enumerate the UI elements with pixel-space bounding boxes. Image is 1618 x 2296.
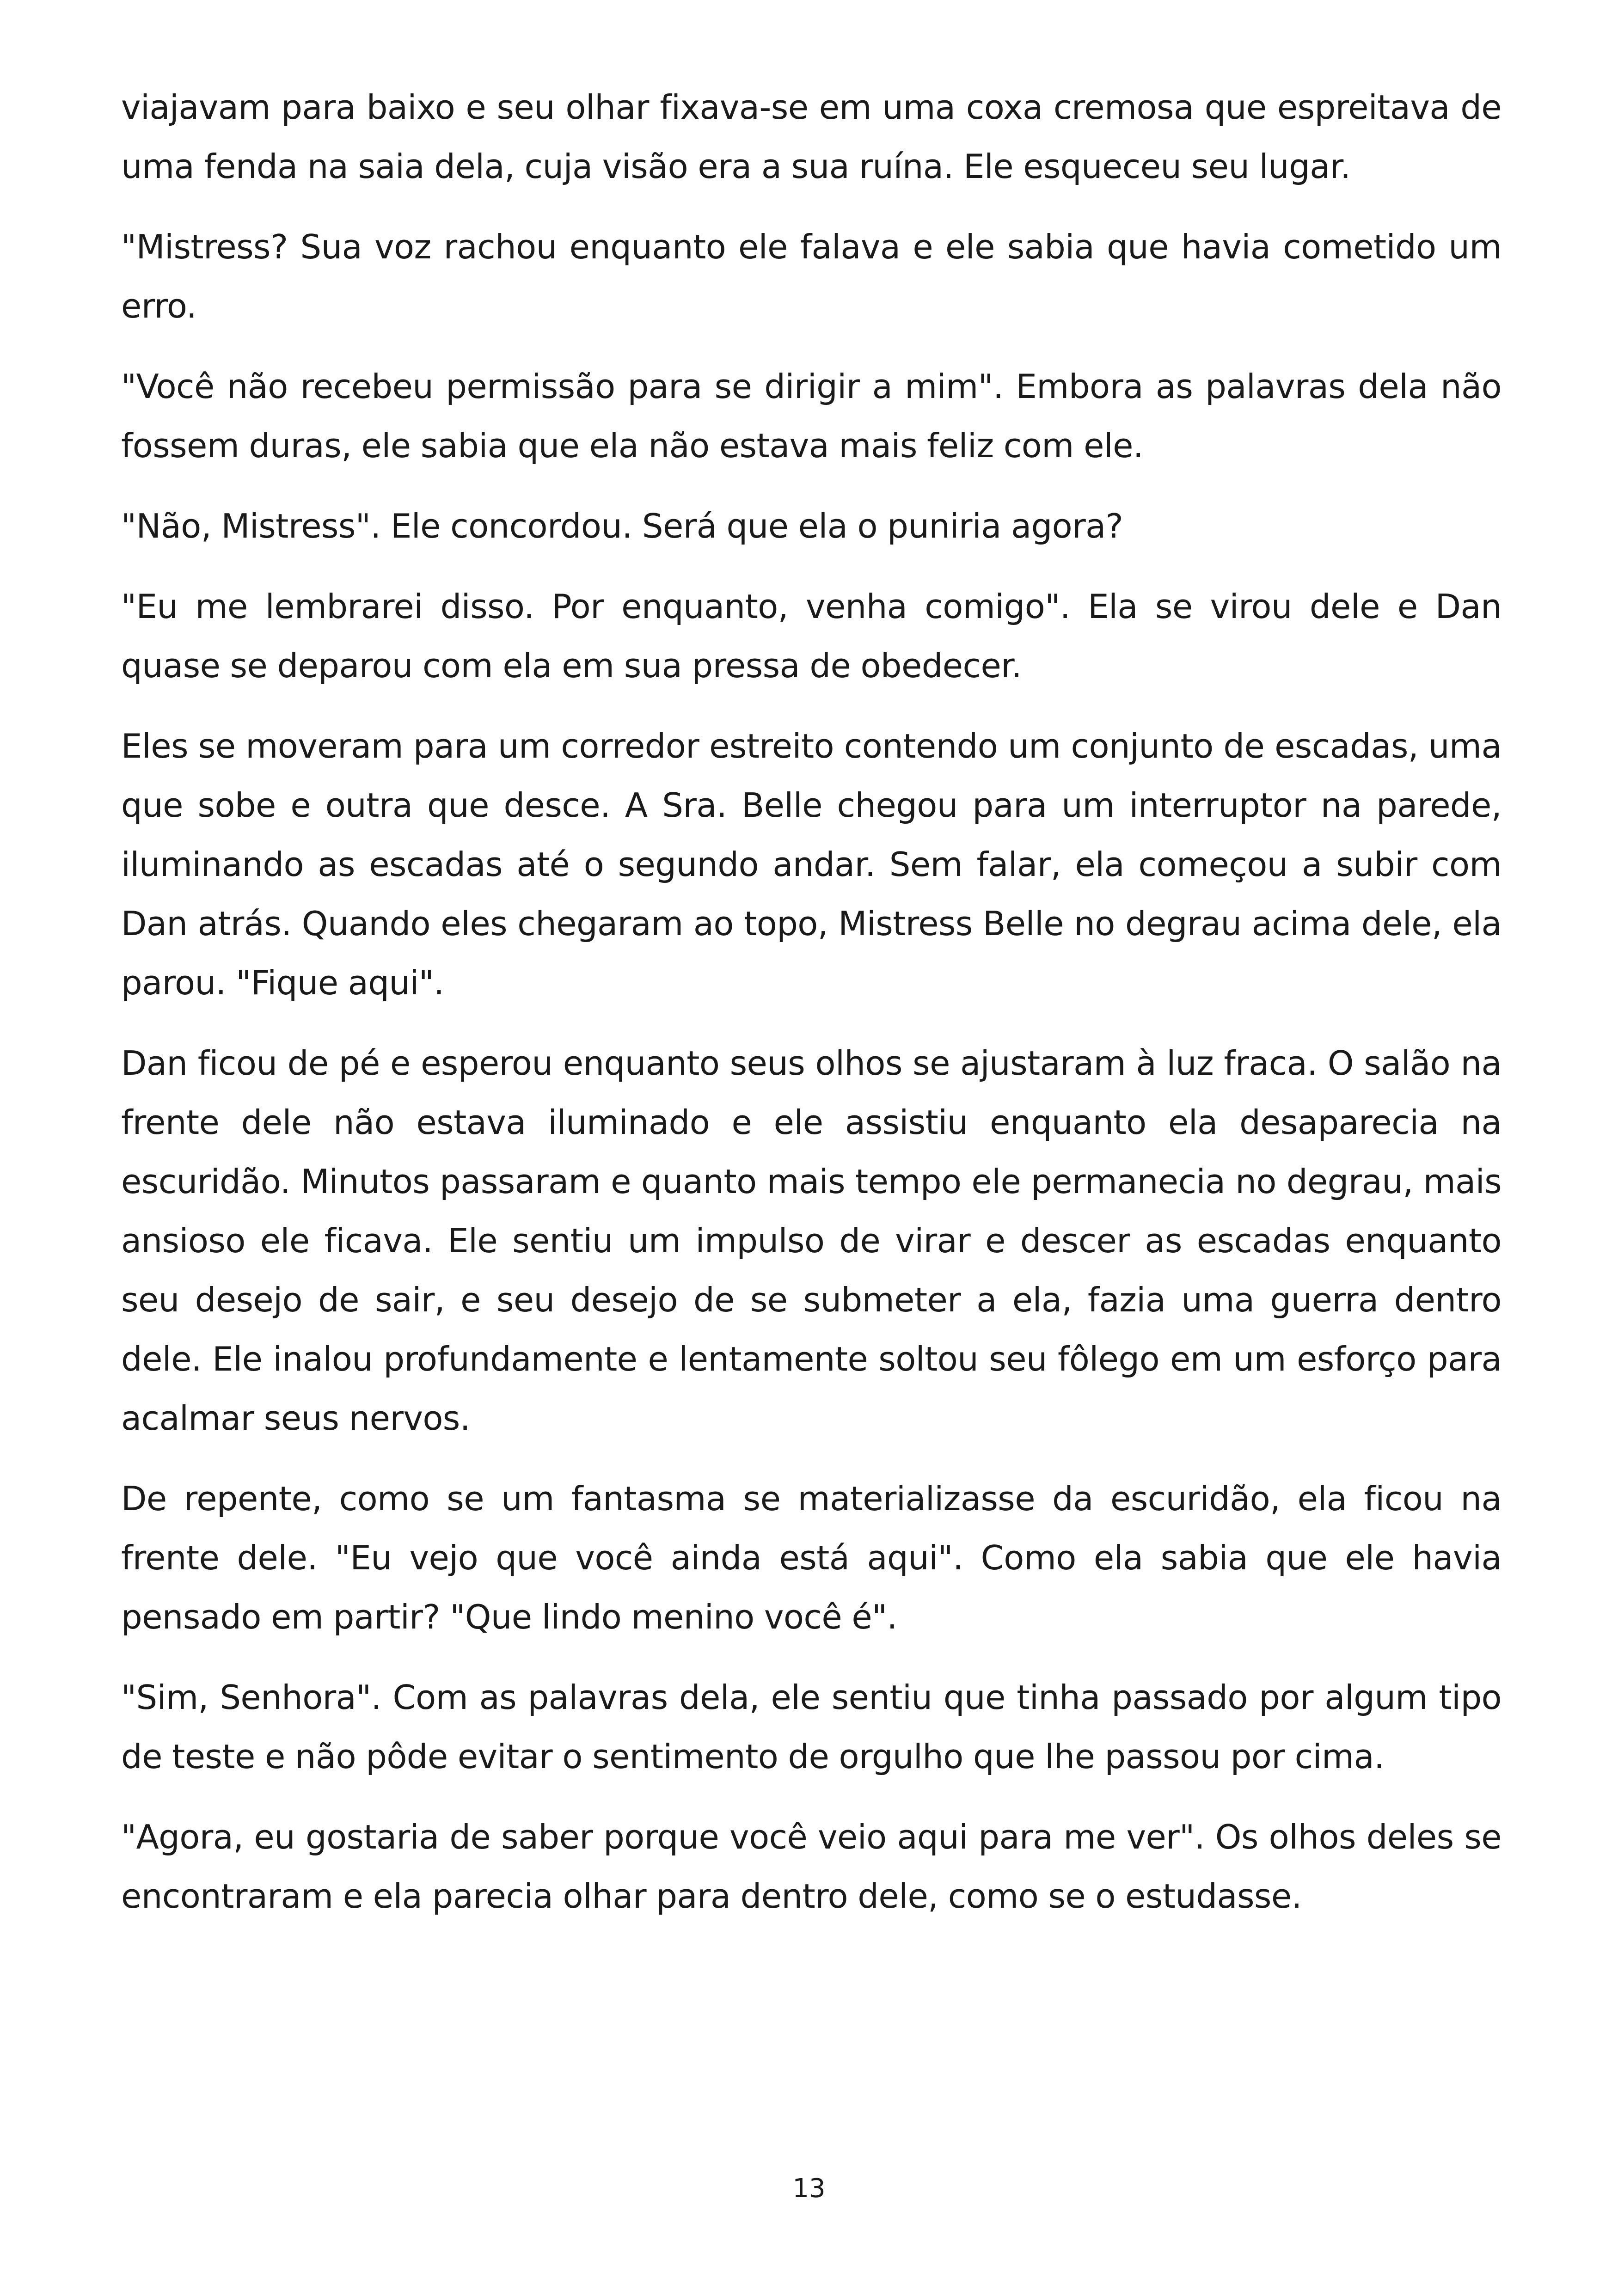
paragraph: "Sim, Senhora". Com as palavras dela, ele sentiu que tinha passado por algum tipo de teste e não pôde evitar o sentimento de orgulho que lhe passou por cima. — [121, 1678, 1502, 1776]
paragraph: De repente, como se um fantasma se materializasse da escuridão, ela ficou na frente dele. "Eu vejo que você ainda está aqui". Como ela sabia que ele havia pensado em partir? "Que lindo menino você é". — [121, 1479, 1502, 1636]
paragraph: Dan ficou de pé e esperou enquanto seus olhos se ajustaram à luz fraca. O salão na frente dele não estava iluminado e ele assistiu enquanto ela desaparecia na escuridão. Minutos passaram e quanto mais tempo ele permanecia no degrau, mais ansioso ele ficava. Ele sentiu um impulso de virar e descer as escadas enquanto seu desejo de sair, e seu desejo de se submeter a ela, fazia uma guerra dentro dele. Ele inalou profundamente e lentamente soltou seu fôlego em um esforço para acalmar seus nervos. — [121, 1044, 1502, 1438]
paragraph: "Não, Mistress". Ele concordou. Será que ela o puniria agora? — [121, 507, 1123, 545]
paragraph: "Você não recebeu permissão para se dirigir a mim". Embora as palavras dela não fossem duras, ele sabia que ela não estava mais feliz com ele. — [121, 367, 1502, 465]
paragraph: "Eu me lembrarei disso. Por enquanto, venha comigo". Ela se virou dele e Dan quase se deparou com ela em sua pressa de obedecer. — [121, 587, 1502, 685]
body-text — [121, 78, 1502, 1947]
paragraph: "Mistress? Sua voz rachou enquanto ele falava e ele sabia que havia cometido um erro. — [121, 227, 1502, 325]
paragraph: Eles se moveram para um corredor estreito contendo um conjunto de escadas, uma que sobe e outra que desce. A Sra. Belle chegou para um interruptor na parede, iluminando as escadas até o segundo andar. Sem falar, ela começou a subir com Dan atrás. Quando eles chegaram ao topo, Mistress Belle no degrau acima dele, ela parou. "Fique aqui". — [121, 727, 1502, 1002]
paragraph: viajavam para baixo e seu olhar fixava-se em uma coxa cremosa que espreitava de uma fenda na saia dela, cuja visão era a sua ruína. Ele esqueceu seu lugar. — [121, 88, 1502, 186]
page-number: 13 — [792, 2174, 826, 2204]
paragraph: "Agora, eu gostaria de saber porque você veio aqui para me ver". Os olhos deles se encontraram e ela parecia olhar para dentro dele, como se o estudasse. — [121, 1818, 1502, 1916]
